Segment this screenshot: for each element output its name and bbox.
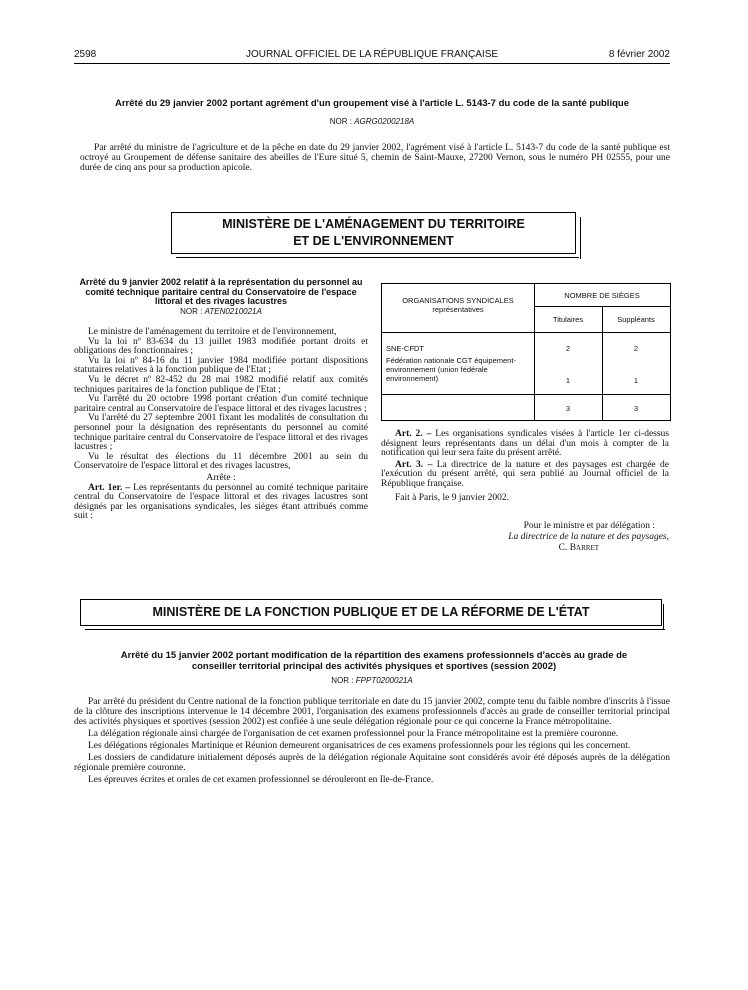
nor-code: FPPT0200021A <box>355 676 413 685</box>
arrete1-text <box>80 143 670 173</box>
header-text: ORGANISATIONS SYNDICALES <box>402 296 514 305</box>
arrete2-nor <box>74 307 368 316</box>
visa-paragraph: Vu le décret nº 82-452 du 28 mai 1982 modifié relatif aux comités techniques paritaires de la fonction publique de l'Etat ; <box>74 374 368 395</box>
arrete3-text <box>74 697 670 785</box>
arrete2-articles <box>381 430 669 503</box>
ministry1-line1: MINISTÈRE DE L'AMÉNAGEMENT DU TERRITOIRE <box>222 217 525 231</box>
body-paragraph: La délégation régionale ainsi chargée de l'organisation de cet examen professionnel pour la France métropolitaine est la première couronne. <box>88 729 619 739</box>
box-shadow <box>663 604 664 629</box>
article-1 <box>74 484 368 522</box>
journal-title: JOURNAL OFFICIEL DE LA RÉPUBLIQUE FRANÇAISE <box>245 49 499 60</box>
article-label: Art. 2. – <box>395 429 432 439</box>
visa-paragraph: Vu l'arrêté du 27 septembre 2001 fixant les modalités de consultation du personnel pour la désignation des représentants du personnel au comité technique paritaire central du Conservatoire de l'espace littoral et des rivages lacustres ; <box>74 413 368 453</box>
body-paragraph: Les dossiers de candidature initialement déposés auprès de la délégation régionale Aquitaine sont considérés avoir été déposés auprès de la délégation régionale première couronne. <box>74 753 670 773</box>
table-cell-titulaires: 1 <box>565 376 571 385</box>
article-text: Les représentants du personnel au comité technique paritaire central du Conservatoire de l'espace littoral et des rivages lacustres sont désignés par les organisations syndicales, les sièges étant attribués comme suit : <box>74 482 368 522</box>
article-text: Les organisations syndicales visées à l'article 1er ci-dessus désignent leurs représentants dans un délai d'un mois à compter de la notification qui leur sera faite du présent arrêté. <box>381 429 670 459</box>
table-cell-org: SNE-CFDT <box>386 344 424 353</box>
page-number: 2598 <box>74 49 97 60</box>
table-total-suppleants: 3 <box>633 404 639 413</box>
issue-date: 8 février 2002 <box>608 49 670 60</box>
col-header-organisations <box>382 296 534 314</box>
signature-line: Pour le ministre et par délégation : <box>523 521 655 531</box>
signature-block <box>381 521 669 554</box>
nor-code: AGRG0200218A <box>354 117 415 126</box>
visa-paragraph: Vu la loi nº 83-634 du 13 juillet 1983 modifiée portant droits et obligations des fonctionnaires ; <box>74 336 368 357</box>
article-text: La directrice de la nature et des paysages est chargée de l'exécution du présent arrêté, qui sera publié au Journal officiel de la République française. <box>381 459 670 489</box>
table-cell-titulaires: 2 <box>565 344 571 353</box>
table-total-titulaires: 3 <box>565 404 571 413</box>
ministry-heading-fonction-publique <box>80 599 662 626</box>
ministry-heading-environment <box>171 212 576 254</box>
table-cell-suppleants: 1 <box>633 376 639 385</box>
article-label: Art. 1er. – <box>88 482 131 493</box>
nor-code: ATEN0210021A <box>204 307 262 316</box>
nor-label: NOR : <box>331 676 354 685</box>
table-cell-suppleants: 2 <box>633 344 639 353</box>
table-divider <box>382 332 670 333</box>
arrete3-title: Arrêté du 15 janvier 2002 portant modification de la répartition des examens professionnels d'accès au grade de conseiller territorial principal des activités physiques et sportives (session 2002) <box>120 650 628 672</box>
arrete1-nor <box>74 117 670 126</box>
table-divider <box>382 394 670 395</box>
col-header-nombre-sieges: NOMBRE DE SIÈGES <box>564 291 640 300</box>
article-label: Art. 3. – <box>395 459 433 470</box>
signature-date: Fait à Paris, le 9 janvier 2002. <box>395 492 509 503</box>
signature-line: La directrice de la nature et des paysages, <box>508 532 669 542</box>
body-paragraph: Les épreuves écrites et orales de cet examen professionnel se dérouleront en Ile-de-France. <box>88 775 434 785</box>
arrete2-visas <box>74 328 368 522</box>
arrete2-title: Arrêté du 9 janvier 2002 relatif à la représentation du personnel au comité technique paritaire central du Conservatoire de l'espace littoral et des rivages lacustres <box>79 277 363 306</box>
article-2 <box>381 430 669 459</box>
col-header-suppleants: Suppléants <box>617 315 655 324</box>
arrete1-paragraph: Par arrêté du ministre de l'agriculture et de la pêche en date du 29 janvier 2002, l'agrément visé à l'article L. 5143-7 du code de la santé publique est octroyé au Groupement de défense sanitaire des abeilles de l'Eure situé 5, chemin de Saint-Mauxe, 27200 Vernon, sous le numéro PH 02555, pour une durée de cinq ans pour sa production apicole. <box>80 143 670 173</box>
nor-label: NOR : <box>180 307 203 316</box>
arrete1-title: Arrêté du 29 janvier 2002 portant agrément d'un groupement visé à l'article L. 5143-7 du code de la santé publique <box>115 98 629 109</box>
visa-paragraph: Vu la loi nº 84-16 du 11 janvier 1984 modifiée portant dispositions statutaires relatives à la fonction publique de l'Etat ; <box>74 355 368 376</box>
signatory-name: C. Barret <box>558 543 599 553</box>
box-shadow <box>580 217 581 259</box>
arrete3-nor <box>74 676 670 685</box>
arrete-word: Arrête : <box>206 472 236 483</box>
ministry1-line2: ET DE L'ENVIRONNEMENT <box>293 234 454 248</box>
visa-paragraph: Le ministre de l'aménagement du territoire et de l'environnement, <box>88 327 337 337</box>
nor-label: NOR : <box>329 117 352 126</box>
col-header-titulaires: Titulaires <box>552 315 584 324</box>
page-header <box>74 49 670 64</box>
ministry2-line1: MINISTÈRE DE LA FONCTION PUBLIQUE ET DE LA RÉFORME DE L'ÉTAT <box>152 605 590 619</box>
visa-paragraph: Vu le résultat des élections du 11 décembre 2001 au sein du Conservatoire de l'espace littoral et des rivages lacustres, <box>74 451 368 472</box>
article-3 <box>381 461 669 490</box>
visa-paragraph: Vu l'arrêté du 20 octobre 1998 portant création d'un comité technique paritaire central au Conservatoire de l'espace littoral et des rivages lacustres ; <box>74 394 368 414</box>
seats-table <box>381 283 671 421</box>
table-cell-org: Fédération nationale CGT équipement-environnement (union fédérale environnement) <box>386 356 516 383</box>
header-subtext: représentatives <box>432 305 484 314</box>
body-paragraph: Par arrêté du président du Centre national de la fonction publique territoriale en date du 15 janvier 2002, compte tenu du faible nombre d'inscrits à l'issue de la clôture des inscriptions intervenue le 14 décembre 2001, l'organisation des examens professionnels d'accès au grade de conseiller territorial principal des activités physiques et sportives (session 2002) est confiée à une seule délégation régionale pour ce qui concerne la France métropolitaine. <box>74 697 670 727</box>
table-divider <box>534 306 670 307</box>
body-paragraph: Les délégations régionales Martinique et Réunion demeurent organisatrices de ces examens professionnels pour les régions qui les concernent. <box>88 741 631 751</box>
